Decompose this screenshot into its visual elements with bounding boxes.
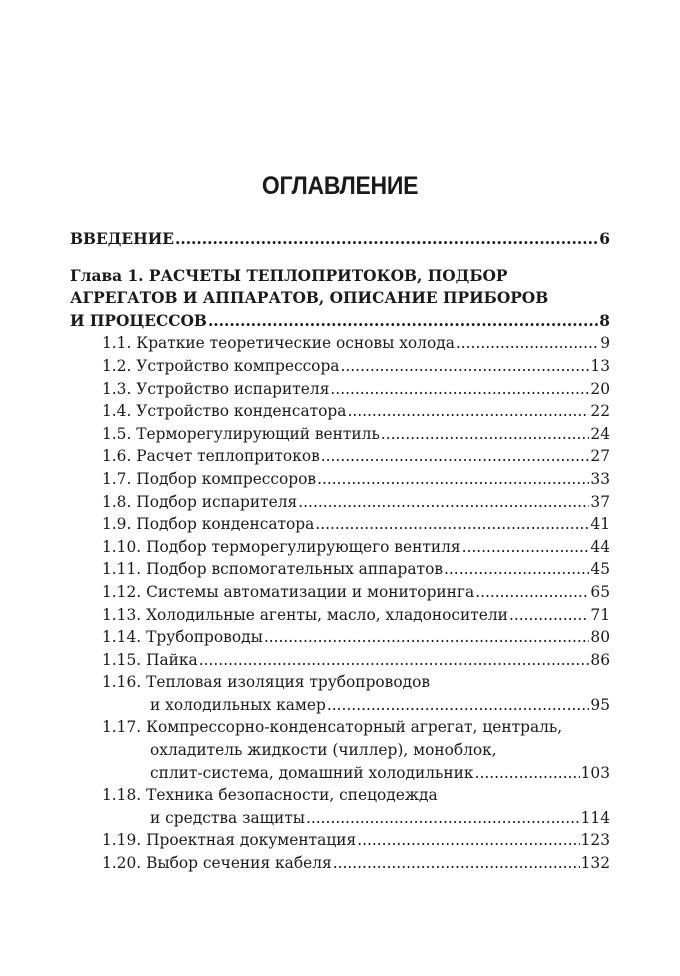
entry-title: ВВЕДЕНИЕ <box>70 230 174 248</box>
entry-title: Выбор сечения кабеля <box>146 854 332 873</box>
page-number: 95 <box>590 695 610 714</box>
toc-entry <box>102 491 610 514</box>
entry-title: Системы автоматизации и мониторинга <box>146 582 475 601</box>
dot-leader <box>475 581 589 604</box>
toc-entry <box>102 378 610 401</box>
dot-leader <box>199 649 590 672</box>
entry-number: 1.10. <box>102 537 142 556</box>
entry-title: Трубопроводы <box>146 628 263 647</box>
dot-leader <box>333 852 580 875</box>
page-number: 41 <box>590 515 610 534</box>
page-number: 71 <box>590 605 610 624</box>
toc-entry <box>102 355 610 378</box>
entry-number: 1.19. <box>102 831 142 850</box>
dot-leader <box>357 829 579 852</box>
entry-title: Подбор вспомогательных аппаратов <box>146 560 444 579</box>
entry-last-line <box>102 807 610 830</box>
entry-title: Подбор конденсатора <box>136 515 315 534</box>
entry-number: 1.11. <box>102 560 142 579</box>
entry-number: 1.6. <box>102 447 132 466</box>
page-number: 86 <box>590 650 610 669</box>
entry-number: 1.18. <box>102 786 142 805</box>
entry-title: Техника безопасности, спецодежда <box>146 786 438 805</box>
toc-entry <box>102 649 610 672</box>
entry-number: 1.15. <box>102 650 142 669</box>
toc-entry-multiline <box>102 784 610 829</box>
toc-entry-multiline <box>102 716 610 784</box>
page-title: ОГЛАВЛЕНИЕ <box>261 172 419 200</box>
entry-number: 1.4. <box>102 402 132 421</box>
page-number: 6 <box>599 230 610 248</box>
page-number: 114 <box>580 808 610 827</box>
entry-title: Холодильные агенты, масло, хладоносители <box>146 605 508 624</box>
toc-entry <box>102 536 610 559</box>
entry-number: 1.2. <box>102 356 132 375</box>
entry-title: Расчет теплопритоков <box>136 447 320 466</box>
entry-last-line <box>102 762 610 785</box>
dot-leader <box>175 228 598 251</box>
page-number: 132 <box>580 854 610 873</box>
entry-title: Устройство компрессора <box>136 356 340 375</box>
entry-title-continued: охладитель жидкости (чиллер), моноблок, <box>150 741 497 760</box>
dot-leader <box>340 355 589 378</box>
dot-leader <box>208 310 598 333</box>
entry-title: Тепловая изоляция трубопроводов <box>146 673 431 692</box>
entry-title-continued: сплит-система, домашний холодильник <box>150 763 474 782</box>
toc-entry <box>102 468 610 491</box>
toc-entry <box>102 423 610 446</box>
page-number: 24 <box>590 424 610 443</box>
page-number: 8 <box>599 311 610 330</box>
dot-leader <box>347 400 589 423</box>
entry-last-line <box>102 694 610 717</box>
dot-leader <box>444 558 589 581</box>
dot-leader <box>315 513 589 536</box>
toc-chapter-1 <box>70 265 610 333</box>
page-number: 22 <box>590 402 610 421</box>
toc-entry-multiline <box>102 671 610 716</box>
chapter-title-line: Глава 1. РАСЧЕТЫ ТЕПЛОПРИТОКОВ, ПОДБОР <box>70 266 508 285</box>
entry-title-continued: и холодильных камер <box>150 695 326 714</box>
dot-leader <box>509 604 589 627</box>
toc-entry <box>102 581 610 604</box>
page-number: 65 <box>590 582 610 601</box>
dot-leader <box>462 536 590 559</box>
section-list <box>102 332 610 874</box>
page-number: 44 <box>590 537 610 556</box>
toc-entry <box>102 513 610 536</box>
dot-leader <box>475 762 580 785</box>
page-number: 37 <box>590 492 610 511</box>
entry-title: Компрессорно-конденсаторный агрегат, централь, <box>146 718 563 737</box>
entry-title-continued: и средства защиты <box>150 808 305 827</box>
dot-leader <box>306 807 580 830</box>
dot-leader <box>317 468 589 491</box>
toc-entry <box>102 400 610 423</box>
page-number: 13 <box>590 356 610 375</box>
entry-number: 1.9. <box>102 515 132 534</box>
table-of-contents <box>70 228 610 875</box>
entry-title: Пайка <box>146 650 198 669</box>
entry-number: 1.13. <box>102 605 142 624</box>
toc-entry <box>102 332 610 355</box>
dot-leader <box>456 332 599 355</box>
entry-number: 1.16. <box>102 673 142 692</box>
entry-number: 1.7. <box>102 469 132 488</box>
entry-title: Проектная документация <box>146 831 357 850</box>
dot-leader <box>381 423 590 446</box>
page-number: 103 <box>580 763 610 782</box>
page-number: 80 <box>590 628 610 647</box>
entry-title: Краткие теоретические основы холода <box>136 334 455 353</box>
entry-title: Терморегулирующий вентиль <box>136 424 380 443</box>
toc-entry <box>102 829 610 852</box>
entry-number: 1.3. <box>102 379 132 398</box>
page-number: 9 <box>600 334 610 353</box>
entry-title: Подбор терморегулирующего вентиля <box>146 537 461 556</box>
page-number: 45 <box>590 560 610 579</box>
dot-leader <box>330 378 589 401</box>
entry-number: 1.17. <box>102 718 142 737</box>
entry-number: 1.8. <box>102 492 132 511</box>
dot-leader <box>321 445 590 468</box>
page-number: 20 <box>590 379 610 398</box>
toc-entry <box>102 604 610 627</box>
entry-number: 1.1. <box>102 334 132 353</box>
entry-title: И ПРОЦЕССОВ <box>70 311 207 330</box>
toc-entry <box>102 852 610 875</box>
page-number: 27 <box>590 447 610 466</box>
entry-title: Подбор компрессоров <box>136 469 317 488</box>
dot-leader <box>327 694 590 717</box>
dot-leader <box>264 626 590 649</box>
entry-title: Устройство испарителя <box>136 379 330 398</box>
entry-title: Подбор испарителя <box>136 492 298 511</box>
dot-leader <box>298 491 589 514</box>
entry-number: 1.12. <box>102 582 142 601</box>
page-number: 123 <box>580 831 610 850</box>
entry-number: 1.14. <box>102 628 142 647</box>
page-number: 33 <box>590 469 610 488</box>
entry-number: 1.5. <box>102 424 132 443</box>
toc-entry <box>102 626 610 649</box>
toc-entry <box>102 445 610 468</box>
entry-title: Устройство конденсатора <box>136 402 347 421</box>
chapter-title-last-line <box>70 310 610 333</box>
entry-number: 1.20. <box>102 854 142 873</box>
toc-entry <box>102 558 610 581</box>
chapter-title-line: АГРЕГАТОВ И АППАРАТОВ, ОПИСАНИЕ ПРИБОРОВ <box>70 289 549 308</box>
toc-entry-introduction <box>70 228 610 251</box>
